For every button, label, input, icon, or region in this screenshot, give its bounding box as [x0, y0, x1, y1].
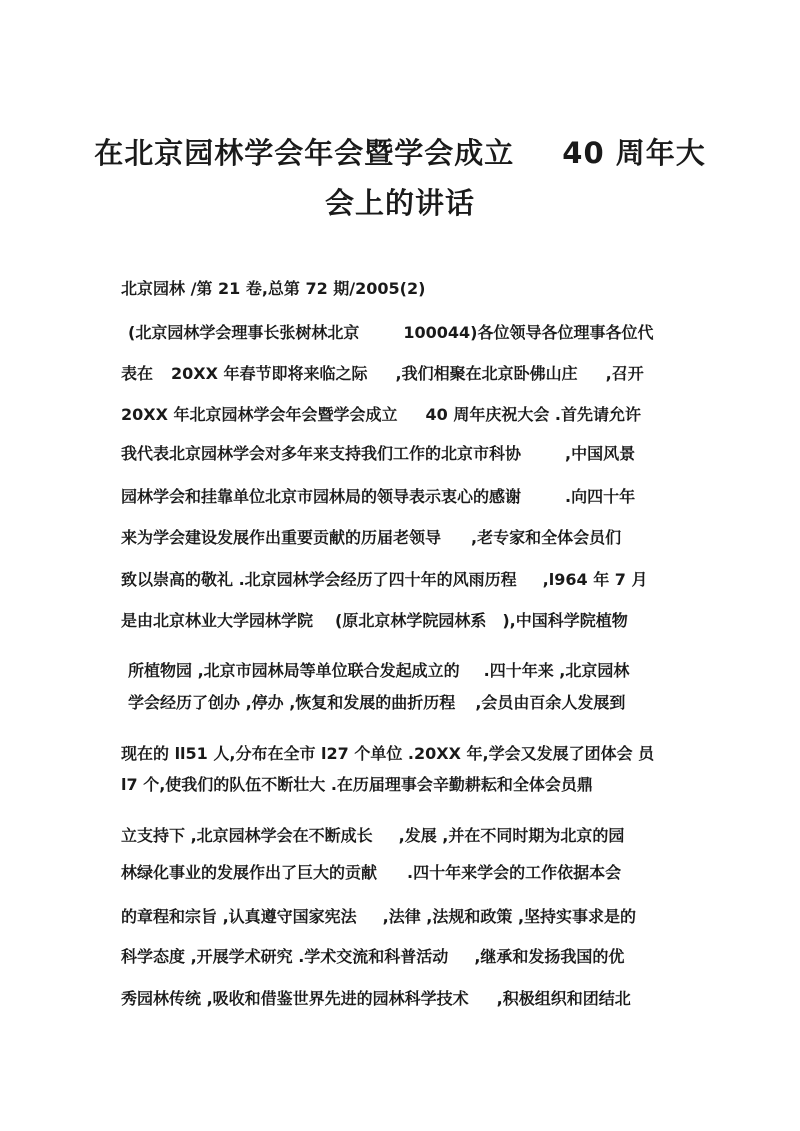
body-line: 立支持下 ,北京园林学会在不断成长 ,发展 ,并在不同时期为北京的园	[121, 826, 625, 845]
title-part-a: 在北京园林学会年会暨学会成立	[94, 136, 515, 170]
body-line: 的章程和宗旨 ,认真遵守国家宪法 ,法律 ,法规和政策 ,坚持实事求是的	[121, 907, 637, 926]
document-title-line-2: 会上的讲话	[324, 186, 475, 220]
body-line: 表在 20XX 年春节即将来临之际 ,我们相聚在北京卧佛山庄 ,召开	[121, 364, 644, 383]
body-line: 致以崇高的敬礼 .北京园林学会经历了四十年的风雨历程 ,l964 年 7 月	[121, 570, 648, 589]
body-line: 学会经历了创办 ,停办 ,恢复和发展的曲折历程 ,会员由百余人发展到	[128, 693, 626, 712]
body-line: 秀园林传统 ,吸收和借鉴世界先进的园林科学技术 ,积极组织和团结北	[121, 989, 631, 1008]
source-citation: 北京园林 /第 21 卷,总第 72 期/2005(2)	[121, 279, 426, 298]
body-line: 园林学会和挂靠单位北京市园林局的领导表示衷心的感谢 .向四十年	[121, 487, 636, 506]
document-title-line-1	[0, 131, 800, 172]
body-line: 20XX 年北京园林学会年会暨学会成立 40 周年庆祝大会 .首先请允许	[121, 405, 642, 424]
body-line: (北京园林学会理事长张树林北京 100044)各位领导各位理事各位代	[128, 323, 654, 342]
body-line: 我代表北京园林学会对多年来支持我们工作的北京市科协 ,中国风景	[121, 444, 636, 463]
body-line: 现在的 ll51 人,分布在全市 l27 个单位 .20XX 年,学会又发展了团体会 员	[121, 744, 655, 763]
body-line: l7 个,使我们的队伍不断壮大 .在历届理事会辛勤耕耘和全体会员鼎	[121, 775, 593, 794]
body-line: 所植物园 ,北京市园林局等单位联合发起成立的 .四十年来 ,北京园林	[128, 661, 630, 680]
body-line: 是由北京林业大学园林学院 (原北京林学院园林系 ),中国科学院植物	[121, 611, 628, 630]
body-line: 来为学会建设发展作出重要贡献的历届老领导 ,老专家和全体会员们	[121, 528, 622, 547]
title-part-b: 40 周年大	[562, 136, 706, 170]
body-line: 林绿化事业的发展作出了巨大的贡献 .四十年来学会的工作依据本会	[121, 863, 622, 882]
body-line: 科学态度 ,开展学术研究 .学术交流和科普活动 ,继承和发扬我国的优	[121, 947, 625, 966]
